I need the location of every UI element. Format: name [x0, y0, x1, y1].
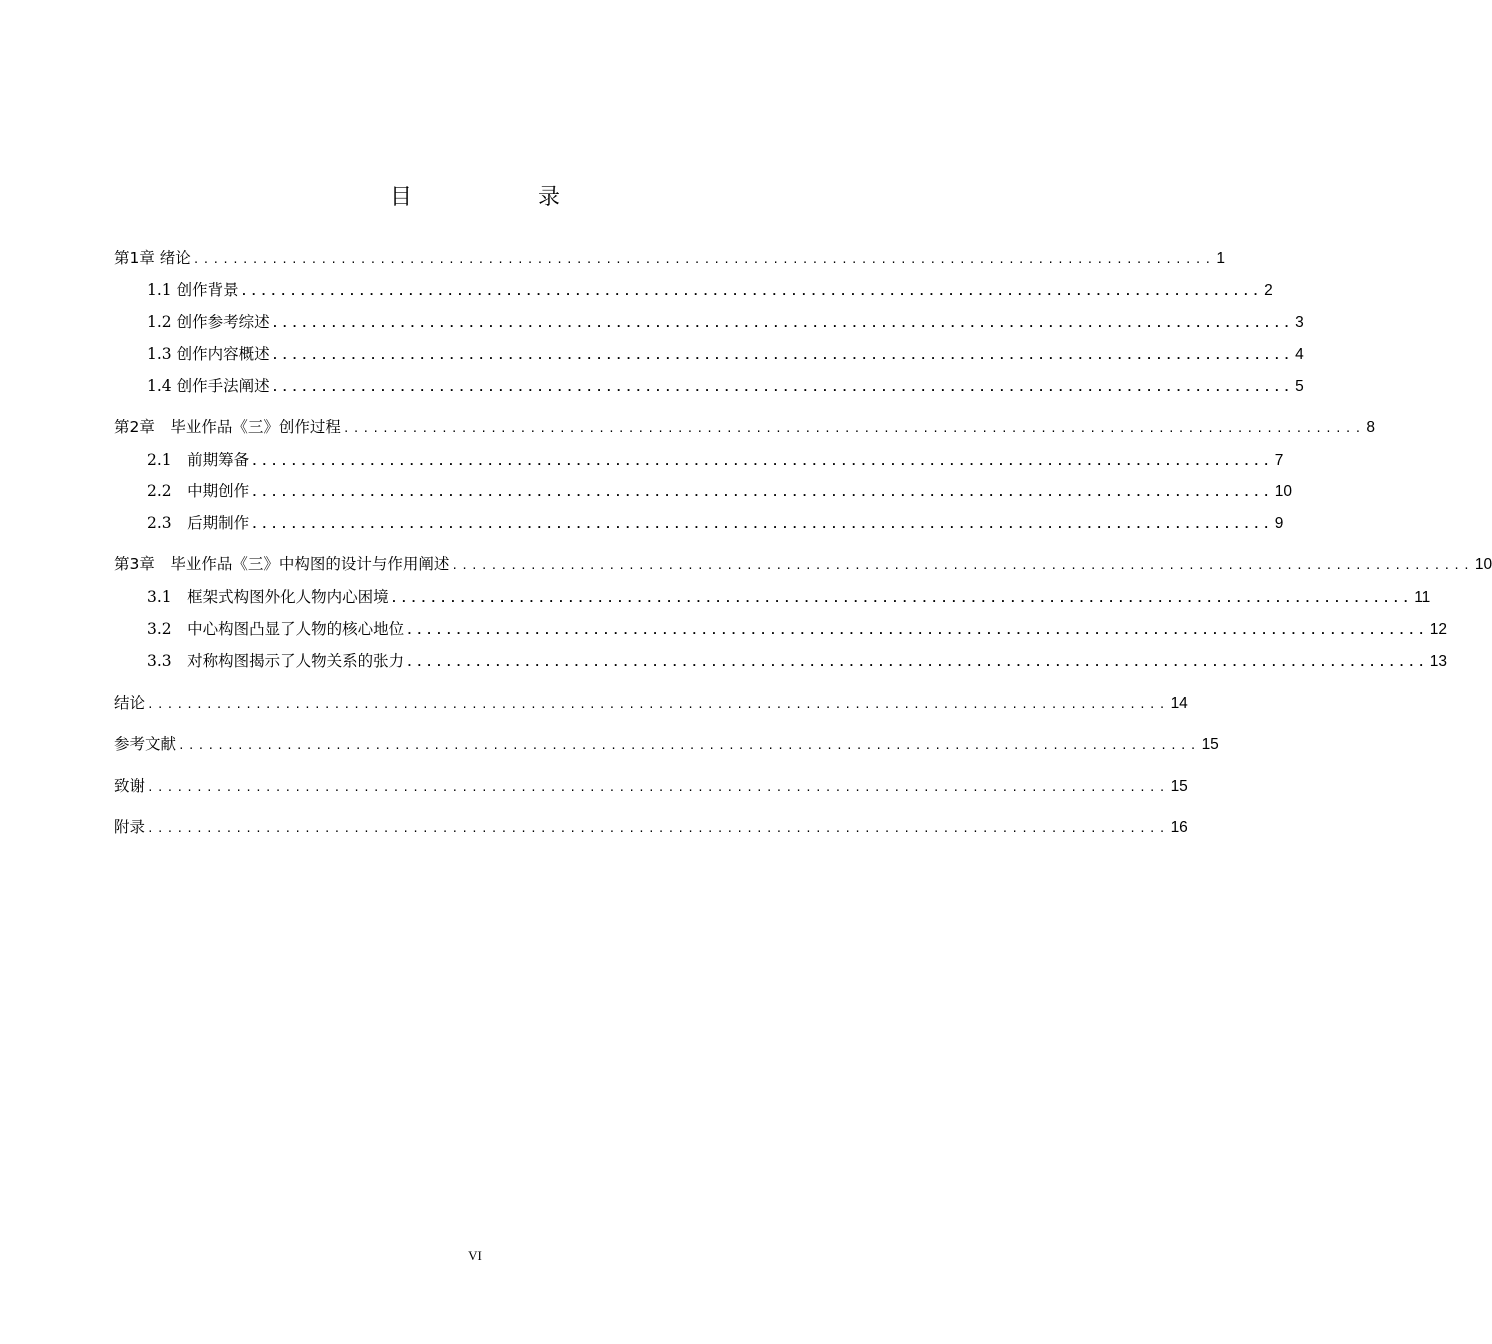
dot-leader: ........................................................................................................: [271, 349, 1294, 362]
dot-leader: ........................................................................................................: [271, 381, 1294, 394]
dot-leader: ........................................................................................................: [147, 781, 1169, 794]
toc-entry-label: 第3章 毕业作品《三》中构图的设计与作用阐述: [114, 555, 450, 573]
toc-entry-label: 3.3 对称构图揭示了人物关系的张力: [147, 652, 405, 670]
dot-leader: ........................................................................................................: [406, 656, 1428, 669]
toc-title: 目 录: [389, 185, 612, 210]
dot-leader: ........................................................................................................: [251, 486, 1273, 499]
toc-entry-2-2[interactable]: [147, 479, 1292, 503]
toc-entry-label: 1.4 创作手法阐述: [147, 377, 270, 395]
toc-entry-page: 4: [1295, 346, 1304, 363]
dot-leader: ........................................................................................................: [342, 422, 1365, 435]
toc-entry-page: 15: [1201, 736, 1219, 753]
toc-entry-page: 5: [1295, 378, 1304, 395]
toc-entry-2-3[interactable]: [147, 511, 1284, 535]
toc-entry-page: 12: [1429, 621, 1447, 638]
toc-entry-label: 1.2 创作参考综述: [147, 313, 270, 331]
toc-entry-chapter-1[interactable]: [114, 246, 1225, 270]
dot-leader: ........................................................................................................: [147, 698, 1169, 711]
toc-entry-page: 9: [1274, 515, 1284, 532]
page-number-footer: VI: [468, 1248, 482, 1263]
toc-entry-label: 1.3 创作内容概述: [147, 345, 270, 363]
toc-entry-label: 2.1 前期筹备: [147, 451, 250, 469]
toc-entry-page: 13: [1429, 653, 1447, 670]
toc-entry-chapter-3[interactable]: [114, 552, 1492, 576]
toc-entry-page: 2: [1264, 282, 1273, 299]
dot-leader: ........................................................................................................: [451, 559, 1473, 572]
dot-leader: ........................................................................................................: [251, 455, 1273, 468]
toc-entry-page: 16: [1170, 819, 1188, 836]
dot-leader: ........................................................................................................: [390, 592, 1413, 605]
dot-leader: ........................................................................................................: [251, 518, 1273, 531]
toc-entry-label: 结论: [114, 694, 146, 712]
dot-leader: ........................................................................................................: [271, 317, 1294, 330]
dot-leader: ........................................................................................................: [147, 822, 1169, 835]
toc-entry-label: 第2章 毕业作品《三》创作过程: [114, 418, 341, 436]
toc-entry-page: 10: [1474, 556, 1492, 573]
toc-entry-conclusion[interactable]: [114, 691, 1188, 715]
toc-entry-label: 3.2 中心构图凸显了人物的核心地位: [147, 620, 405, 638]
dot-leader: ........................................................................................................: [192, 253, 1215, 266]
dot-leader: ........................................................................................................: [240, 285, 1263, 298]
toc-entry-label: 2.3 后期制作: [147, 514, 250, 532]
toc-entry-page: 1: [1216, 250, 1225, 267]
toc-entry-references[interactable]: [114, 732, 1219, 756]
toc-entry-page: 3: [1295, 314, 1304, 331]
toc-entry-page: 7: [1274, 452, 1284, 469]
toc-entry-label: 致谢: [114, 777, 146, 795]
toc-entry-label: 参考文献: [114, 735, 177, 753]
toc-entry-label: 2.2 中期创作: [147, 482, 250, 500]
toc-entry-1-2[interactable]: [147, 310, 1304, 334]
dot-leader: ........................................................................................................: [406, 624, 1428, 637]
toc-entry-appendix[interactable]: [114, 815, 1188, 839]
toc-entry-page: 14: [1170, 695, 1188, 712]
toc-entry-page: 10: [1274, 483, 1292, 500]
toc-entry-page: 8: [1366, 419, 1376, 436]
toc-entry-label: 1.1 创作背景: [147, 281, 239, 299]
dot-leader: ........................................................................................................: [178, 739, 1200, 752]
toc-entry-page: 15: [1170, 778, 1188, 795]
toc-entry-3-3[interactable]: [147, 649, 1447, 673]
toc-entry-label: 第1章 绪论: [114, 249, 191, 267]
toc-entry-2-1[interactable]: [147, 448, 1284, 472]
toc-entry-label: 附录: [114, 818, 146, 836]
toc-entry-3-2[interactable]: [147, 617, 1447, 641]
toc-entry-label: 3.1 框架式构图外化人物内心困境: [147, 588, 389, 606]
toc-entry-page: 11: [1414, 589, 1431, 606]
toc-entry-1-1[interactable]: [147, 278, 1273, 302]
toc-entry-acknowledgements[interactable]: [114, 774, 1188, 798]
toc-entry-chapter-2[interactable]: [114, 415, 1376, 439]
toc-entry-1-3[interactable]: [147, 342, 1304, 366]
toc-entry-3-1[interactable]: [147, 585, 1431, 609]
toc-entry-1-4[interactable]: [147, 374, 1304, 398]
